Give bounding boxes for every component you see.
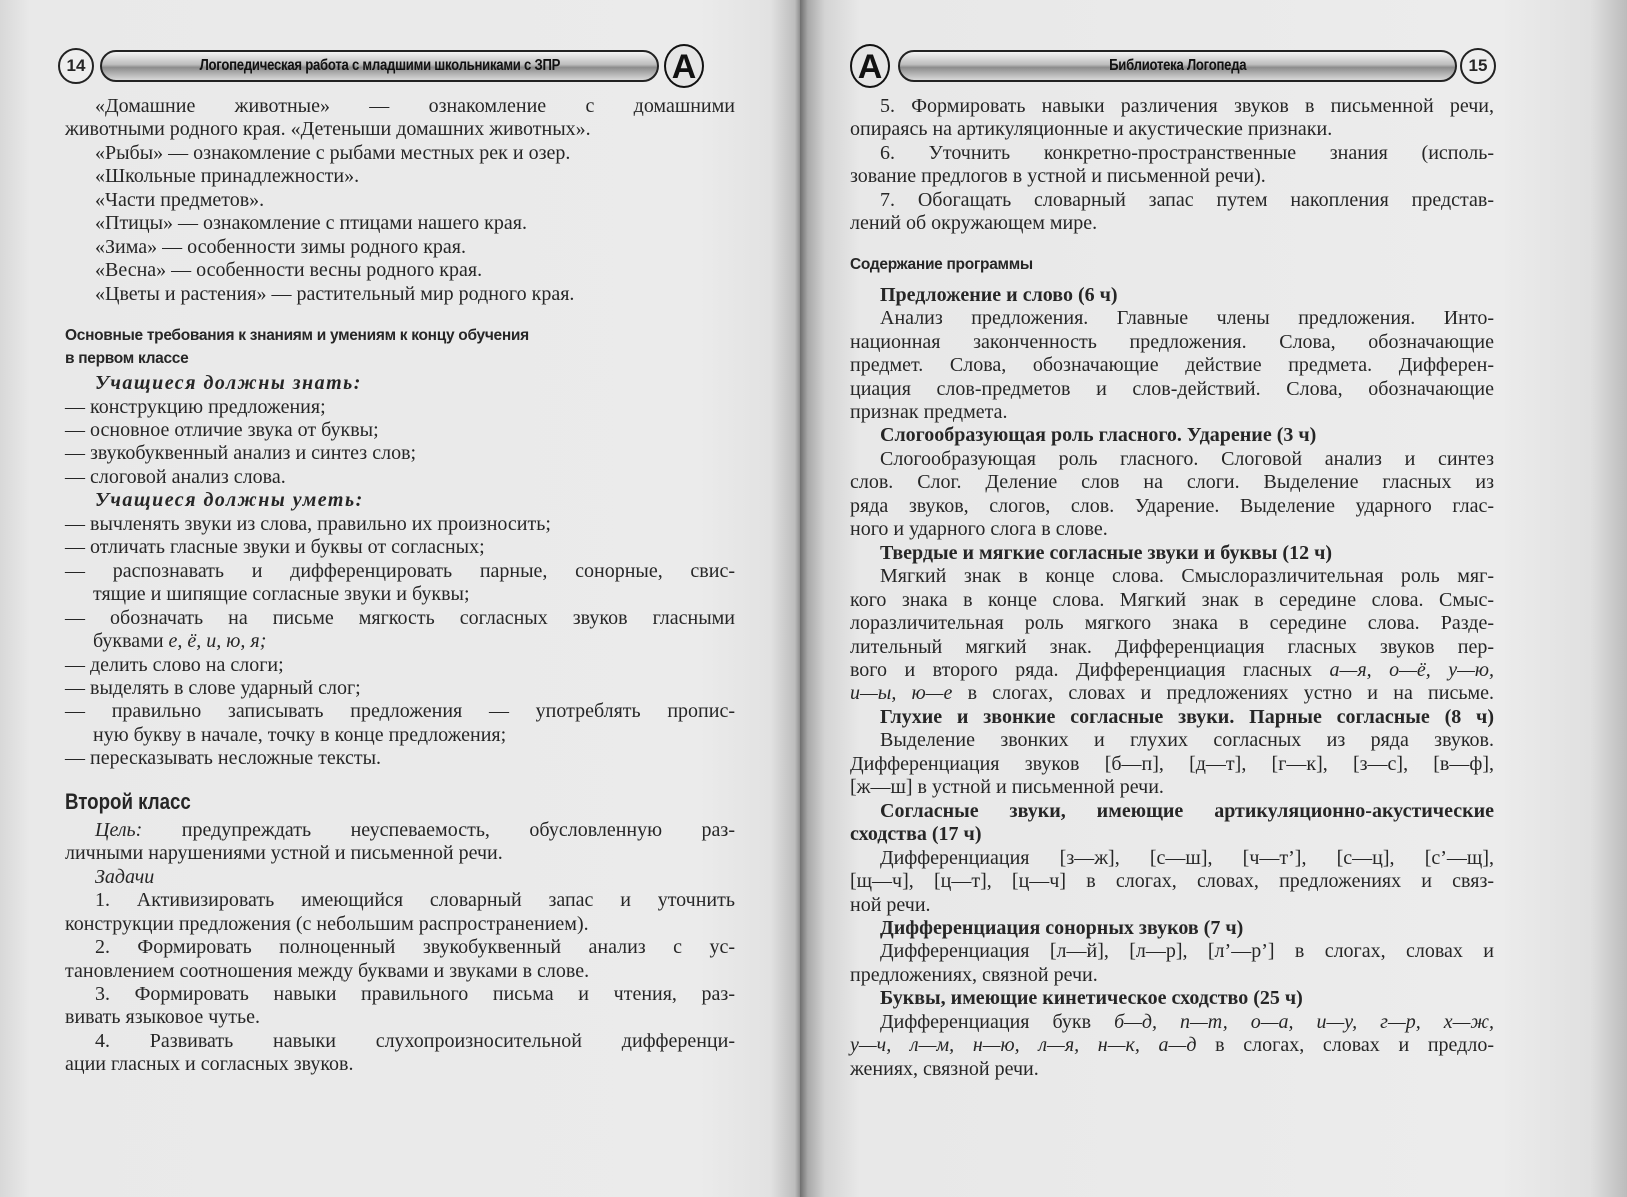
text-line: 3. Формировать навыки правильного письма и чтения, раз- (95, 982, 735, 1005)
list-item: — правильно записывать предложения — употреблять пропис- (65, 700, 735, 723)
text-line: жениях, связной речи. (850, 1057, 1039, 1080)
text-line: кого знака в конце слова. Мягкий знак в середине слова. Смыс- (850, 588, 1494, 611)
text-line: тановлением соотношения между буквами и звуками в слове. (65, 959, 590, 982)
text-line (850, 659, 1494, 682)
section-heading: Второй класс (65, 788, 191, 814)
heading-line: в первом классе (65, 350, 189, 368)
text-line: «Цветы и растения» — растительный мир родного края. (95, 282, 575, 305)
list-item: — распознавать и дифференцировать парные, сонорные, свис- (65, 559, 735, 582)
text-line: Анализ предложения. Главные члены предложения. Инто- (880, 307, 1494, 330)
list-item: — выделять в слове ударный слог; (65, 676, 361, 699)
text: вого и второго ряда. Дифференциация гласных (850, 658, 1330, 681)
list-item-continued: ную букву в начале, точку в конце предложения; (93, 723, 507, 746)
can-label: Учащиеся должны уметь: (95, 489, 364, 512)
text-line: Дифференциация [л—й], [л—р], [л’—р’] в слогах, словах и (880, 940, 1494, 963)
text-line (850, 682, 1494, 705)
italic-letters: б—д, п—т, о—а, и—у, г—р, х—ж, (1114, 1010, 1494, 1033)
text-line: лоразличительная роль мягкого знака в середине слова. Разде- (850, 612, 1494, 635)
text-line: Мягкий знак в конце слова. Смыслоразличительная роль мяг- (880, 565, 1494, 588)
section-title: Твердые и мягкие согласные звуки и буквы (12 ч) (880, 541, 1333, 564)
text-line: Слогообразующая роль гласного. Слоговой анализ и синтез (880, 447, 1494, 470)
text-line: «Весна» — особенности весны родного края. (95, 259, 483, 282)
running-head (100, 50, 659, 82)
italic-letters: и—ы, ю—е (850, 682, 953, 705)
text-line: лительный мягкий знак. Дифференциация гласных звуков пер- (850, 635, 1494, 658)
list-item-continued (65, 630, 735, 653)
section-title: Дифференциация сонорных звуков (7 ч) (880, 916, 1244, 939)
text-line (850, 1034, 1494, 1057)
text-line: ации гласных и согласных звуков. (65, 1053, 354, 1076)
text: Дифференциация букв (880, 1010, 1115, 1033)
right-page-text (850, 95, 1494, 1081)
text: предупреждать неуспеваемость, обусловленную раз- (142, 818, 735, 841)
text-line: «Птицы» — ознакомление с птицами нашего края. (95, 212, 527, 235)
list-item: — звукобуквенный анализ и синтез слов; (65, 442, 417, 465)
list-item: — вычленять звуки из слова, правильно их произносить; (65, 512, 551, 535)
left-running-header (58, 44, 708, 86)
text-line: 1. Активизировать имеющийся словарный запас и уточнить (95, 889, 735, 912)
text-line: предложениях, связной речи. (850, 963, 1098, 986)
list-item: — основное отличие звука от буквы; (65, 418, 379, 441)
text-line: национная законченность предложения. Слова, обозначающие (850, 330, 1494, 353)
italic-letters: е, ё, и, ю, я; (168, 630, 267, 653)
text-line: 7. Обогащать словарный запас путем накопления представ- (880, 188, 1494, 211)
text-line: 5. Формировать навыки различения звуков в письменной речи, (880, 95, 1494, 117)
text-line: зование предлогов в устной и письменной речи). (850, 165, 1266, 188)
text-line: признак предмета. (850, 400, 1008, 423)
text-line: ряда звуков, слогов, слов. Ударение. Выделение ударного глас- (850, 494, 1494, 517)
text-line: предмет. Слова, обозначающие действие предмета. Дифферен- (850, 354, 1494, 377)
publisher-logo-icon: А (850, 44, 890, 88)
text-line: циация слов-предметов и слов-действий. Слова, обозначающие (850, 377, 1494, 400)
text-line: лений об окружающем мире. (850, 212, 1098, 235)
text-line: 6. Уточнить конкретно-пространственные знания (исполь- (880, 141, 1494, 164)
left-page-text (65, 95, 735, 1077)
text-line: «Школьные принадлежности». (95, 165, 360, 188)
italic-letters: а—я, о—ё, у—ю, (1329, 658, 1494, 681)
text-line: животными родного края. «Детеныши домашних животных». (65, 118, 591, 141)
heading-line: Основные требования к знаниям и умениям к концу обучения (65, 327, 529, 345)
page-number: 15 (1460, 48, 1496, 84)
publisher-logo-icon: А (664, 44, 704, 88)
page-number: 14 (58, 48, 94, 84)
text-line (65, 819, 735, 842)
text: буквами (93, 630, 169, 653)
section-title: Предложение и слово (6 ч) (880, 283, 1118, 306)
list-item: — слоговой анализ слова. (65, 465, 286, 488)
text-line: вивать языковое чутье. (65, 1006, 261, 1029)
italic-letters: у—ч, л—м, н—ю, л—я, н—к, а—д (850, 1034, 1197, 1057)
text: в слогах, словах и предложениях устно и на письме. (952, 682, 1494, 705)
list-item: — отличать гласные звуки и буквы от согласных; (65, 536, 485, 559)
section-title-continued: сходства (17 ч) (850, 823, 982, 846)
running-head-text: Логопедическая работа с младшими школьниками с ЗПР (199, 57, 560, 74)
running-head (898, 50, 1457, 82)
section-title: Буквы, имеющие кинетическое сходство (25 ч) (880, 987, 1303, 1010)
text-line: «Зима» — особенности зимы родного края. (95, 235, 467, 258)
text-line: [щ—ч], [ц—т], [ц—ч] в слогах, словах, предложениях и связ- (850, 870, 1494, 893)
text-line: 2. Формировать полноценный звукобуквенный анализ с ус- (95, 936, 735, 959)
text-line: «Домашние животные» — ознакомление с домашними (95, 95, 735, 117)
running-head-text: Библиотека Логопеда (1108, 57, 1247, 74)
text-line: конструкции предложения (с небольшим распространением). (65, 912, 589, 935)
text-line: Дифференциация [з—ж], [с—ш], [ч—т’], [с—ц], [с’—щ], (880, 846, 1494, 869)
text-line: ной речи. (850, 893, 931, 916)
text-line: «Части предметов». (95, 188, 265, 211)
list-item: — конструкцию предложения; (65, 395, 326, 418)
requirements-heading (65, 324, 735, 370)
list-item: — пересказывать несложные тексты. (65, 747, 382, 770)
text-line: Выделение звонких и глухих согласных из ряда звуков. (880, 729, 1494, 752)
list-item-continued: тящие и шипящие согласные звуки и буквы; (93, 583, 470, 606)
text: в слогах, словах и предло- (1196, 1034, 1494, 1057)
know-label: Учащиеся должны знать: (95, 372, 362, 395)
program-heading: Содержание программы (850, 255, 1033, 273)
list-item: — обозначать на письме мягкость согласных звуков гласными (65, 606, 735, 629)
left-page (0, 0, 800, 1197)
goal-label: Цель: (95, 818, 143, 841)
text-line: [ж—ш] в устной и письменной речи. (850, 776, 1164, 799)
text-line (850, 1011, 1494, 1034)
text-line: Дифференциация звуков [б—п], [д—т], [г—к], [з—с], [в—ф], (850, 752, 1494, 775)
text-line: личными нарушениями устной и письменной речи. (65, 842, 503, 865)
right-running-header (850, 44, 1500, 86)
text-line: опираясь на артикуляционные и акустические признаки. (850, 118, 1333, 141)
list-item: — делить слово на слоги; (65, 653, 284, 676)
tasks-label: Задачи (95, 865, 155, 888)
section-title: Согласные звуки, имеющие артикуляционно-акустические (880, 799, 1494, 822)
text-line: 4. Развивать навыки слухопроизносительной дифференци- (95, 1029, 735, 1052)
text-line: «Рыбы» — ознакомление с рыбами местных рек и озер. (95, 141, 571, 164)
text-line: ного и ударного слога в слове. (850, 518, 1108, 541)
section-title: Глухие и звонкие согласные звуки. Парные согласные (8 ч) (880, 705, 1494, 728)
section-title: Слогообразующая роль гласного. Ударение (3 ч) (880, 424, 1317, 447)
text-line: слов. Слог. Деление слов на слоги. Выделение гласных из (850, 471, 1494, 494)
